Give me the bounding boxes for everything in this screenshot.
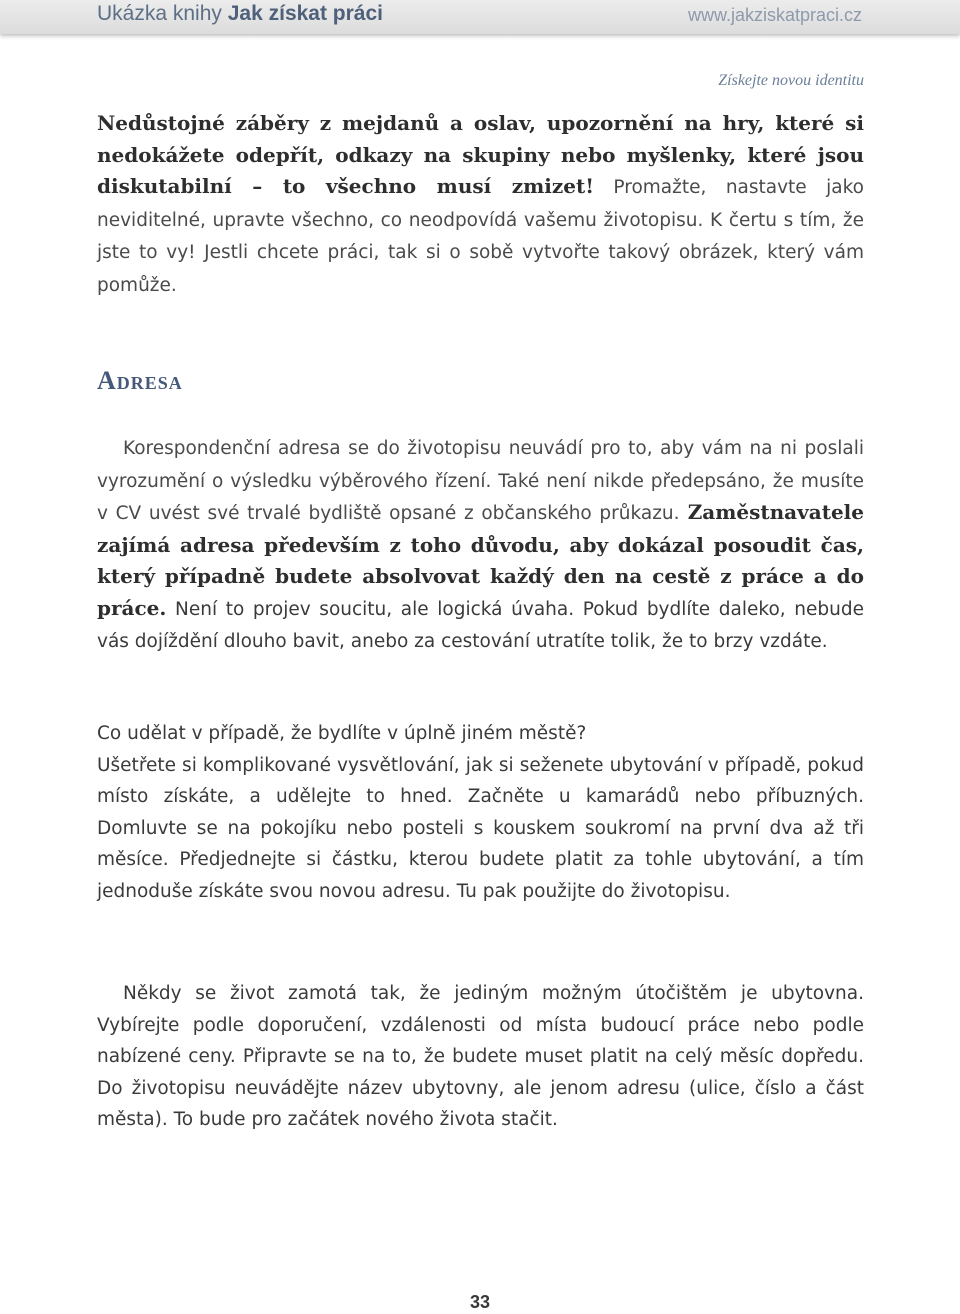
p3-text: Někdy se život zamotá tak, že jediným možným útočištěm je ubytovna. Vybírejte podle doporučení, vzdálenosti od místa budoucí práce nebo podle nabízené ceny. Připravte se na to, že budete muset platit na celý měsíc dopředu. Do životopisu neuvádějte název ubytovny, ale jenom adresu (ulice, číslo a část města). To bude pro začátek nového života stačit. xyxy=(97,983,864,1130)
intro-light-text: Promažte, nastavte jako neviditelné, upravte všechno, co neodpovídá vašemu životopisu. K čertu s tím, že jste to vy! Jestli chcete práci, tak si o sobě vytvořte takový obrázek, který vám pomůže. xyxy=(97,177,864,296)
website-link[interactable]: www.jakziskatpraci.cz xyxy=(687,5,862,25)
p2-answer: Ušetřete si komplikované vysvětlování, jak si seženete ubytování v případě, pokud místo získáte, a udělejte to hned. Začněte u kamarádů nebo příbuzných. Domluvte se na pokojíku nebo posteli s kouskem soukromí na první dva až tři měsíce. Předjednejte si částku, kterou budete platit za tohle ubytování, a tím jednoduše získáte svou novou adresu. Tu pak použijte do životopisu. xyxy=(97,754,864,902)
section-paragraph-1 xyxy=(97,432,864,658)
page-number: 33 xyxy=(469,1292,491,1312)
running-head: Získejte novou identitu xyxy=(718,72,864,89)
intro-paragraph xyxy=(97,108,864,301)
book-name: Jak získat práci xyxy=(227,2,383,25)
p1-rest-text: Není to projev soucitu, ale logická úvaha. Pokud bydlíte daleko, nebude vás dojíždění dlouho bavit, anebo za cestování utratíte tolik, že to brzy vzdáte. xyxy=(97,598,864,652)
book-header-bar xyxy=(0,0,960,34)
p1-bold-text: Zaměstnavatele zajímá adresa především z toho důvodu, aby dokázal posoudit čas, který případně budete absolvovat každý den na cestě z práce a do práce. xyxy=(97,500,864,620)
section-heading: Adresa xyxy=(97,366,183,395)
book-title xyxy=(97,2,383,26)
p1-light-text: Korespondenční adresa se do životopisu neuvádí pro to, aby vám na ni poslali vyrozumění o výsledku výběrového řízení. Také není nikde předepsáno, že musíte v CV uvést své trvalé bydliště opsané z občanského průkazu. xyxy=(97,438,864,524)
intro-bold-text: Nedůstojné záběry z mejdanů a oslav, upozornění na hry, které si nedokážete odepřít, odkazy na skupiny nebo myšlenky, které jsou diskutabilní – to všechno musí zmizet! xyxy=(97,111,864,198)
section-paragraph-3 xyxy=(97,978,864,1136)
book-prefix: Ukázka knihy xyxy=(97,2,222,25)
section-paragraph-2 xyxy=(97,718,864,907)
p2-question: Co udělat v případě, že bydlíte v úplně jiném městě? xyxy=(97,723,587,744)
